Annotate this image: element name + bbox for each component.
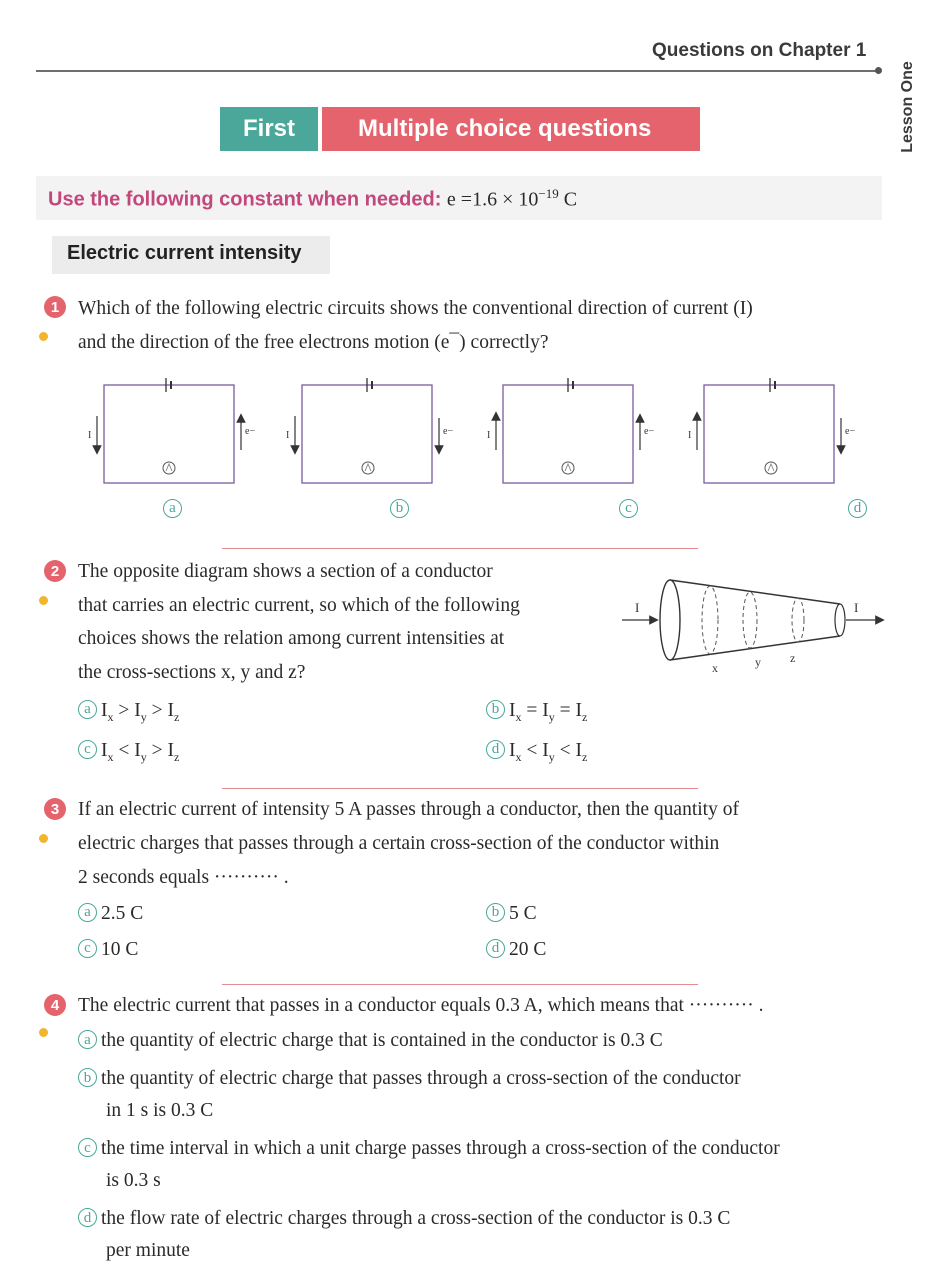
question-bullet-1 (39, 332, 48, 341)
q2-option-a-I3: > I (146, 700, 174, 721)
q2-option-b-letter: b (486, 700, 505, 719)
side-tab (893, 62, 923, 152)
header-rule-dot (875, 67, 882, 74)
q2-option-d-I1: I (509, 740, 516, 761)
current-in-label: I (635, 600, 640, 615)
q2-option-d-I3: < I (554, 740, 582, 761)
q3-option-c-letter: c (78, 939, 97, 958)
q2-option-c-s1: x (107, 749, 114, 764)
divider-2 (222, 788, 698, 789)
lesson-label: Lesson One (899, 61, 916, 153)
bulb-d (765, 462, 777, 474)
q2-line-3: choices shows the relation among current intensities at (78, 628, 505, 649)
q2-option-b-I3: = I (554, 700, 582, 721)
current-label-d: I (688, 430, 692, 441)
q2-option-c-s2: y (140, 749, 147, 764)
circuit-option-a[interactable]: a (163, 499, 182, 518)
header-rule (36, 70, 878, 72)
q2-option-c-I1: I (101, 740, 108, 761)
current-label-b: I (286, 430, 290, 441)
section-y-label: y (755, 655, 761, 669)
q2-option-d-s3: z (582, 749, 588, 764)
q4-option-b-line-1: the quantity of electric charge that passes through a cross-section of the conductor (101, 1068, 741, 1089)
current-label-a: I (88, 430, 92, 441)
first-tag: First (220, 107, 318, 151)
q4-option-c-letter: c (78, 1138, 97, 1157)
q2-option-b-s3: z (582, 709, 588, 724)
q2-option-b-s1: x (515, 709, 522, 724)
circuit-option-d[interactable]: d (848, 499, 867, 518)
q3-option-a[interactable] (78, 903, 143, 925)
circuit-option-b[interactable]: b (390, 499, 409, 518)
bulb-a (163, 462, 175, 474)
question-bullet-3 (39, 834, 48, 843)
section-z-label: z (790, 651, 796, 665)
section-z (792, 598, 804, 642)
bulb-b (362, 462, 374, 474)
q3-option-c-text: 10 C (101, 939, 139, 960)
q2-option-c-s3: z (174, 749, 180, 764)
q4-option-a-letter: a (78, 1030, 97, 1049)
q4-option-c[interactable] (78, 1132, 780, 1166)
q2-option-c-letter: c (78, 740, 97, 759)
current-label-c: I (487, 430, 491, 441)
q4-option-d-line-1: the flow rate of electric charges through a cross-section of the conductor is 0.3 C (101, 1208, 731, 1229)
question-number-3: 3 (44, 798, 66, 820)
q1-circuits (70, 368, 870, 528)
q2-option-b-s2: y (548, 709, 555, 724)
q2-option-d-s2: y (548, 749, 555, 764)
q2-option-a-s1: x (107, 709, 114, 724)
circuit-option-c[interactable]: c (619, 499, 638, 518)
q2-option-a-s3: z (174, 709, 180, 724)
q1-line-1: Which of the following electric circuits shows the conventional direction of current (I) (78, 298, 753, 319)
q4-option-b[interactable] (78, 1062, 741, 1096)
q2-option-a-s2: y (140, 709, 147, 724)
q4-option-c-line-1: the time interval in which a unit charge passes through a cross-section of the conductor (101, 1138, 780, 1159)
conductor-end-right (835, 604, 845, 636)
constant-label: Use the following constant when needed: (48, 188, 442, 211)
conductor-diagram (618, 568, 888, 680)
q3-option-b-text: 5 C (509, 903, 537, 924)
q2-option-a-I1: I (101, 700, 108, 721)
q2-option-d[interactable] (486, 740, 587, 765)
divider-1 (222, 548, 698, 549)
question-number-4: 4 (44, 994, 66, 1016)
q4-option-d-letter: d (78, 1208, 97, 1227)
q4-option-b-letter: b (78, 1068, 97, 1087)
electron-label-d: e− (845, 426, 856, 437)
q4-option-b-line-2: in 1 s is 0.3 C (106, 1100, 214, 1121)
q3-option-b[interactable] (486, 903, 537, 925)
electron-label-a: e− (245, 426, 256, 437)
q3-option-c[interactable] (78, 939, 138, 961)
q2-option-b[interactable] (486, 700, 587, 725)
q1-line-2: and the direction of the free electrons motion (e¯) correctly? (78, 332, 549, 353)
divider-3 (222, 984, 698, 985)
q2-line-2: that carries an electric current, so which of the following (78, 595, 520, 616)
q3-option-b-letter: b (486, 903, 505, 922)
constant-unit: C (558, 188, 578, 211)
q4-option-a[interactable] (78, 1024, 663, 1058)
q3-option-a-letter: a (78, 903, 97, 922)
q4-option-c-line-2: is 0.3 s (106, 1170, 161, 1191)
conductor-outline (670, 580, 840, 660)
constant-line (48, 186, 577, 212)
current-out-label: I (854, 600, 859, 615)
q2-option-b-I1: I (509, 700, 516, 721)
q2-option-a-letter: a (78, 700, 97, 719)
q3-option-d-letter: d (486, 939, 505, 958)
q2-option-d-s1: x (515, 749, 522, 764)
q2-line-1: The opposite diagram shows a section of a conductor (78, 561, 493, 582)
q4-option-a-line-1: the quantity of electric charge that is contained in the conductor is 0.3 C (101, 1030, 663, 1051)
q4-stem: The electric current that passes in a conductor equals 0.3 A, which means that ·········· . (78, 995, 764, 1016)
q4-option-d[interactable] (78, 1202, 730, 1236)
electron-label-b: e− (443, 426, 454, 437)
q3-option-d-text: 20 C (509, 939, 547, 960)
conductor-end-left (660, 580, 680, 660)
q4-option-d-line-2: per minute (106, 1240, 190, 1261)
section-x-label: x (712, 661, 718, 675)
subsection-title: Electric current intensity (67, 242, 302, 264)
q2-option-d-letter: d (486, 740, 505, 759)
q3-option-a-text: 2.5 C (101, 903, 144, 924)
bulb-c (562, 462, 574, 474)
q2-option-c[interactable] (78, 740, 179, 765)
q3-line-1: If an electric current of intensity 5 A passes through a conductor, then the quantity of (78, 799, 739, 820)
question-bullet-4 (39, 1028, 48, 1037)
constant-exponent: −19 (538, 186, 559, 201)
q2-line-4: the cross-sections x, y and z? (78, 662, 306, 683)
section-title-tag: Multiple choice questions (322, 107, 700, 151)
q2-option-a-I2: > I (113, 700, 141, 721)
q2-option-b-I2: = I (521, 700, 549, 721)
section-x (702, 586, 718, 654)
q2-option-a[interactable] (78, 700, 179, 725)
question-number-2: 2 (44, 560, 66, 582)
question-bullet-2 (39, 596, 48, 605)
constant-value: e =1.6 × 10 (446, 188, 539, 211)
chapter-title: Questions on Chapter 1 (652, 40, 867, 61)
section-y (743, 592, 757, 648)
q3-line-3: 2 seconds equals ·········· . (78, 867, 289, 888)
electron-label-c: e− (644, 426, 655, 437)
q2-option-d-I2: < I (521, 740, 549, 761)
q2-option-c-I3: > I (146, 740, 174, 761)
q3-line-2: electric charges that passes through a certain cross-section of the conductor within (78, 833, 720, 854)
question-number-1: 1 (44, 296, 66, 318)
q3-option-d[interactable] (486, 939, 546, 961)
q2-option-c-I2: < I (113, 740, 141, 761)
